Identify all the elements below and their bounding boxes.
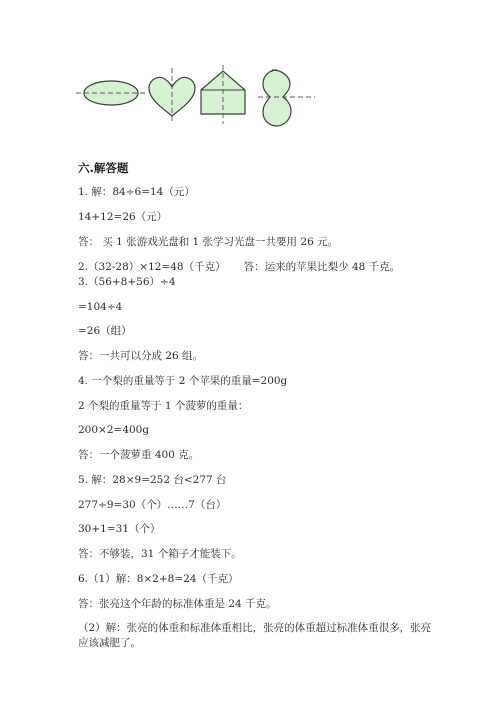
answer-line: 200×2=400g bbox=[78, 424, 150, 436]
answer-line: 277÷9=30（个）……7（台） bbox=[78, 499, 227, 511]
answer-line: =26（组） bbox=[78, 325, 132, 337]
answer-line: 14+12=26（元） bbox=[78, 211, 168, 223]
answer-line: 2 个梨的重量等于 1 个菠萝的重量： bbox=[78, 400, 249, 412]
ellipse-figure bbox=[76, 81, 146, 105]
answer-line: 答： 买 1 张游戏光盘和 1 张学习光盘一共要用 26 元。 bbox=[78, 236, 339, 248]
answer-line bbox=[78, 260, 400, 274]
answer-line: 6.（1）解：8×2+8=24（千克） bbox=[78, 573, 239, 585]
answer-line: 1. 解：84÷6=14（元） bbox=[78, 186, 195, 198]
section-title: 六.解答题 bbox=[78, 161, 129, 175]
symmetry-figures bbox=[70, 62, 330, 132]
answer-line: 答：一个菠萝重 400 克。 bbox=[78, 449, 200, 461]
answer-line: 3.（56+8+56）÷4 bbox=[78, 276, 176, 288]
answer-line: 答：一共可以分成 26 组。 bbox=[78, 350, 204, 362]
heart-figure bbox=[149, 68, 195, 124]
answer-line: 5. 解：28×9=252 台<277 台 bbox=[78, 474, 227, 486]
figure-eight bbox=[258, 70, 315, 126]
answer-line: （2）解：张亮的体重和标准体重相比，张亮的体重超过标准体重很多，张亮应该减肥了。 bbox=[78, 622, 432, 649]
symmetry-figures-svg bbox=[70, 62, 330, 132]
answer-line: 答：不够装，31 个箱子才能装下。 bbox=[78, 548, 242, 560]
answer-line: 4. 一个梨的重量等于 2 个苹果的重量=200g bbox=[78, 375, 288, 387]
answer-part: 2.（32-28）×12=48（千克） bbox=[78, 261, 226, 273]
house-figure bbox=[201, 65, 245, 124]
answer-line: =104÷4 bbox=[78, 301, 123, 313]
answer-part: 答：运来的苹果比梨少 48 千克。 bbox=[243, 261, 401, 273]
answer-line: 30+1=31（个） bbox=[78, 523, 161, 535]
answer-line: 答：张亮这个年龄的标准体重是 24 千克。 bbox=[78, 598, 277, 610]
